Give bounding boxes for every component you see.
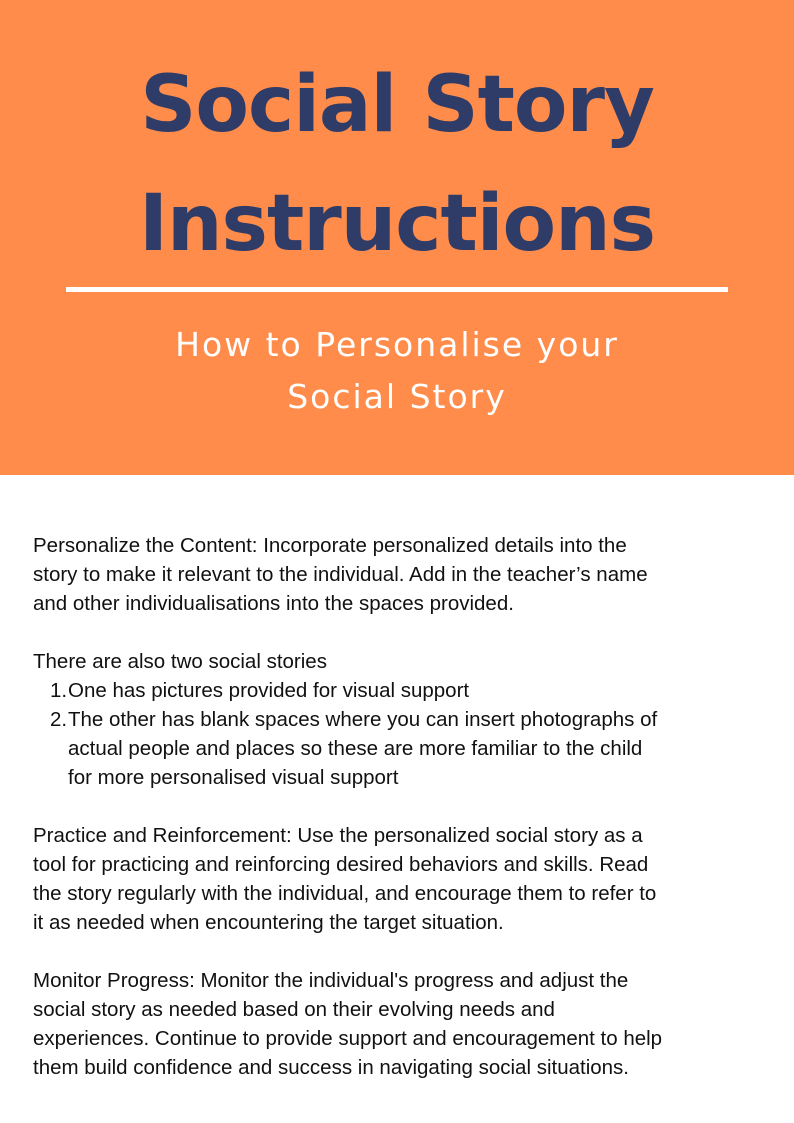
text-line: experiences. Continue to provide support and encouragement to help [33, 1027, 663, 1050]
instructions-content [33, 531, 768, 1082]
list-number: 2. [50, 708, 68, 731]
text-line: them build confidence and success in navigating social situations. [33, 1056, 629, 1079]
text-line: Monitor Progress: Monitor the individual's progress and adjust the [33, 969, 629, 992]
text-line: actual people and places so these are more familiar to the child [68, 737, 643, 760]
list-item [33, 676, 768, 705]
stories-list [33, 676, 768, 792]
text-line: it as needed when encountering the target situation. [33, 911, 504, 934]
header-banner [0, 0, 794, 475]
paragraph-monitor [33, 966, 768, 1082]
spacer [33, 792, 768, 821]
title-divider [66, 287, 728, 292]
paragraph-practice [33, 821, 768, 937]
spacer [33, 937, 768, 966]
text-line: social story as needed based on their evolving needs and [33, 998, 555, 1021]
subtitle-line-1: How to Personalise your [175, 325, 619, 364]
text-line: for more personalised visual support [68, 766, 399, 789]
text-line: Practice and Reinforcement: Use the personalized social story as a [33, 824, 643, 847]
text-line: story to make it relevant to the individual. Add in the teacher’s name [33, 563, 648, 586]
page-title-line-2: Instructions [138, 179, 656, 269]
text-line: One has pictures provided for visual support [68, 679, 470, 702]
text-line: and other individualisations into the spaces provided. [33, 592, 514, 615]
paragraph-personalize [33, 531, 768, 618]
text-line: Personalize the Content: Incorporate personalized details into the [33, 534, 627, 557]
spacer [33, 618, 768, 647]
text-line: the story regularly with the individual, and encourage them to refer to [33, 882, 657, 905]
list-item [33, 705, 768, 792]
page-title-line-1: Social Story [140, 60, 654, 150]
text-line: tool for practicing and reinforcing desired behaviors and skills. Read [33, 853, 649, 876]
text-line: The other has blank spaces where you can insert photographs of [68, 708, 658, 731]
list-intro: There are also two social stories [33, 650, 327, 673]
subtitle-line-2: Social Story [287, 377, 507, 416]
list-number: 1. [50, 679, 68, 702]
